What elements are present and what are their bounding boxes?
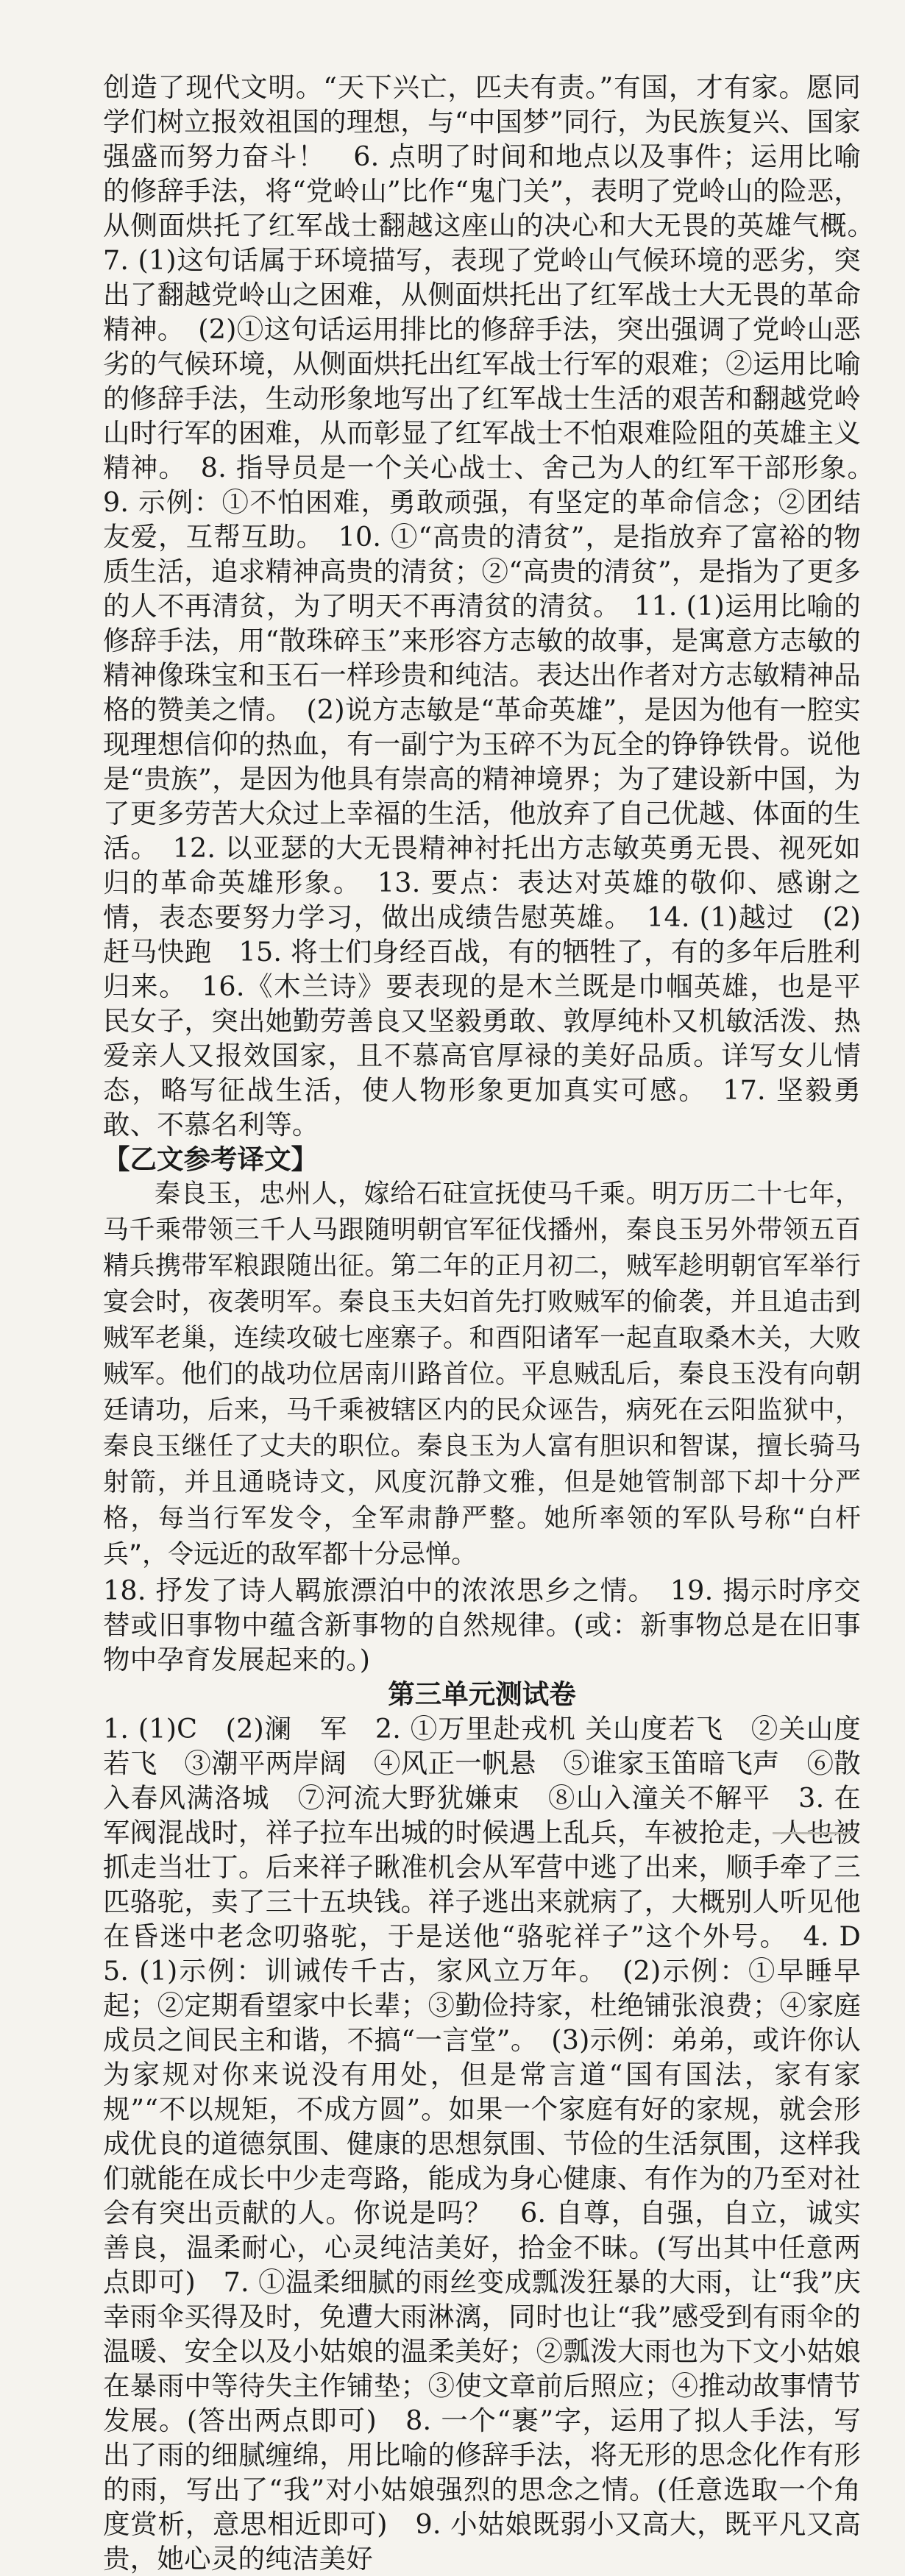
- translation-block: [103, 1177, 861, 1573]
- page-edge-mark: [773, 1832, 853, 1864]
- unit-test-title: 第三单元测试卷: [388, 1678, 576, 1710]
- answer-text-unit3: 1. (1)C (2)澜 军 2. ①万里赴戎机 关山度若飞 ②关山度若飞 ③潮平两岸阔 ④风正一帆悬 ⑤谁家玉笛暗飞声 ⑥散入春风满洛城 ⑦河流大野犹嫌束 ⑧山入潼关不解平 3. 在军阀混战时，祥子拉车出城的时候遇上乱兵，车被抢走，人也被抓走当壮丁。后来祥子瞅准机会从军营中逃了出来，顺手牵了三匹骆驼，卖了三十五块钱。祥子逃出来就病了，大概别人听见他在昏迷中老念叨骆驼，于是送他“骆驼祥子”这个外号。 4. D 5. (1)示例：训诫传千古，家风立万年。 (2)示例：①早睡早起；②定期看望家中长辈；③勤俭持家，杜绝铺张浪费；④家庭成员之间民主和谐，不搞“一言堂”。 (3)示例：弟弟，或许你认为家规对你来说没有用处，但是常言道“国有国法，家有家规”“不以规矩，不成方圆”。如果一个家庭有好的家规，就会形成优良的道德氛围、健康的思想氛围、节俭的生活氛围，这样我们就能在成长中少走弯路，能成为身心健康、有作为的乃至对社会有突出贡献的人。你说是吗？ 6. 自尊，自强，自立，诚实善良，温柔耐心，心灵纯洁美好，拾金不昧。(写出其中任意两点即可) 7. ①温柔细腻的雨丝变成瓢泼狂暴的大雨，让“我”庆幸雨伞买得及时，免遭大雨淋漓，同时也让“我”感受到有雨伞的温暖、安全以及小姑娘的温柔美好；②瓢泼大雨也为下文小姑娘在暴雨中等待失主作铺垫；③使文章前后照应；④推动故事情节发展。(答出两点即可) 8. 一个“裹”字，运用了拟人手法，写出了雨的细腻缠绵，用比喻的修辞手法，将无形的思念化作有形的雨，写出了“我”对小姑娘强烈的思念之情。(任意选取一个角度赏析，意思相近即可) 9. 小姑娘既弱小又高大，既平凡又高贵，她心灵的纯洁美好: [103, 1713, 888, 2575]
- translation-heading: 【乙文参考译文】: [103, 1143, 318, 1175]
- answer-text-18-19: 18. 抒发了诗人羁旅漂泊中的浓浓思乡之情。 19. 揭示时序交替或旧事物中蕴含新事物的自然规律。(或：新事物总是在旧事物中孕育发展起来的。): [103, 1575, 861, 1675]
- answer-block-unit3: [103, 1711, 888, 2576]
- answer-block-unit2: [103, 70, 888, 1142]
- answer-block-poem: [103, 1573, 861, 1677]
- translation-text: 秦良玉，忠州人，嫁给石砫宣抚使马千乘。明万历二十七年，马千乘带领三千人马跟随明朝官军征伐播州，秦良玉另外带领五百精兵携带军粮跟随出征。第二年的正月初二，贼军趁明朝官军举行宴会时，夜袭明军。秦良玉夫妇首先打败贼军的偷袭，并且追击到贼军老巢，连续攻破七座寨子。和酉阳诸军一起直取桑木关，大败贼军。他们的战功位居南川路首位。平息贼乱后，秦良玉没有向朝廷请功，后来，马千乘被辖区内的民众诬告，病死在云阳监狱中，秦良玉继任了丈夫的职位。秦良玉为人富有胆识和智谋，擅长骑马射箭，并且通晓诗文，风度沉静文雅，但是她管制部下却十分严格，每当行军发令，全军肃静严整。她所率领的军队号称“白杆兵”，令远近的敌军都十分忌惮。: [103, 1179, 861, 1569]
- answer-text-6-17: 创造了现代文明。“天下兴亡，匹夫有责。”有国，才有家。愿同学们树立报效祖国的理想，与“中国梦”同行，为民族复兴、国家强盛而努力奋斗！ 6. 点明了时间和地点以及事件；运用比喻的修辞手法，将“党岭山”比作“鬼门关”，表明了党岭山的险恶，从侧面烘托了红军战士翻越这座山的决心和大无畏的英雄气概。 7. (1)这句话属于环境描写，表现了党岭山气候环境的恶劣，突出了翻越党岭山之困难，从侧面烘托出了红军战士大无畏的革命精神。 (2)①这句话运用排比的修辞手法，突出强调了党岭山恶劣的气候环境，从侧面烘托出红军战士行军的艰难；②运用比喻的修辞手法，生动形象地写出了红军战士生活的艰苦和翻越党岭山时行军的困难，从而彰显了红军战士不怕艰难险阻的英雄主义精神。 8. 指导员是一个关心战士、舍己为人的红军干部形象。 9. 示例：①不怕困难，勇敢顽强，有坚定的革命信念；②团结友爱，互帮互助。 10. ①“高贵的清贫”，是指放弃了富裕的物质生活，追求精神高贵的清贫；②“高贵的清贫”，是指为了更多的人不再清贫，为了明天不再清贫的清贫。 11. (1)运用比喻的修辞手法，用“散珠碎玉”来形容方志敏的故事，是寓意方志敏的精神像珠宝和玉石一样珍贵和纯洁。表达出作者对方志敏精神品格的赞美之情。 (2)说方志敏是“革命英雄”，是因为他有一腔实现理想信仰的热血，有一副宁为玉碎不为瓦全的铮铮铁骨。说他是“贵族”，是因为他具有崇高的精神境界；为了建设新中国，为了更多劳苦大众过上幸福的生活，他放弃了自己优越、体面的生活。 12. 以亚瑟的大无畏精神衬托出方志敏英勇无畏、视死如归的革命英雄形象。 13. 要点：表达对英雄的敬仰、感谢之情，表态要努力学习，做出成绩告慰英雄。 14. (1)越过 (2)赶马快跑 15. 将士们身经百战，有的牺牲了，有的多年后胜利归来。 16.《木兰诗》要表现的是木兰既是巾帼英雄，也是平民女子，突出她勤劳善良又坚毅勇敢、敦厚纯朴又机敏活泼、热爱亲人又报效国家，且不慕高官厚禄的美好品质。详写女儿情态，略写征战生活，使人物形象更加真实可感。 17. 坚毅勇敢、不慕名利等。: [103, 71, 888, 1140]
